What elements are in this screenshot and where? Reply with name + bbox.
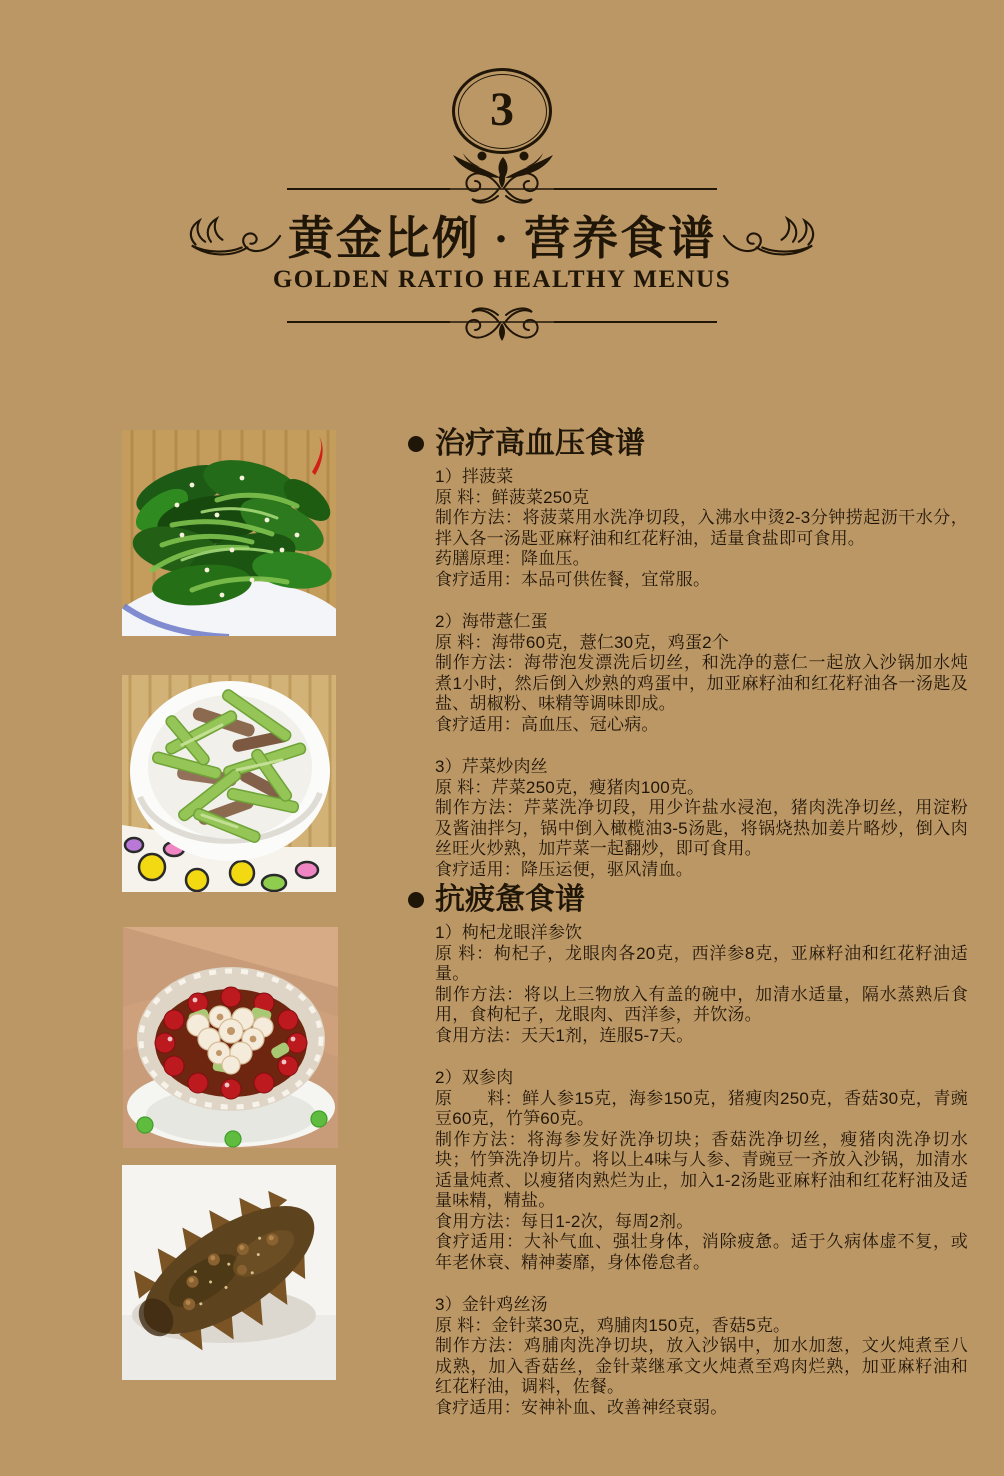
title-ornament-right-icon — [722, 206, 818, 264]
title-ornament-left-icon — [186, 206, 282, 264]
recipe-ingredients: 原 料：鲜人参15克，海参150克，猪瘦肉250克，香菇30克，青豌豆60克，竹笋60克。 — [435, 1088, 968, 1128]
recipe-goji-longan-ginseng-drink — [435, 923, 968, 1046]
recipe-indication: 食疗适用：降压运便，驱风清血。 — [435, 859, 693, 879]
recipe-title: 1）拌菠菜 — [435, 467, 514, 486]
recipe-title: 3）金针鸡丝汤 — [435, 1295, 548, 1314]
section-heading — [408, 424, 974, 464]
recipe-usage: 食用方法：天天1剂，连服5-7天。 — [435, 1025, 694, 1045]
recipe-ingredients: 原 料：鲜菠菜250克 — [435, 487, 590, 507]
recipe-indication: 食疗适用：安神补血、改善神经衰弱。 — [435, 1397, 728, 1417]
recipe-method: 制作方法：将以上三物放入有盖的碗中，加清水适量，隔水蒸熟后食用，食枸杞子，龙眼肉、西洋参，并饮汤。 — [435, 984, 968, 1024]
recipe-ingredients: 原 料：海带60克，薏仁30克，鸡蛋2个 — [435, 632, 729, 652]
divider-line — [287, 188, 450, 190]
page-number: 3 — [490, 83, 514, 136]
recipe-ingredients: 原 料：枸杞子，龙眼肉各20克，西洋参8克，亚麻籽油和红花籽油适量。 — [435, 943, 968, 983]
section-anti-fatigue — [408, 880, 974, 1418]
recipe-kelp-coix-egg — [435, 612, 968, 735]
recipe-indication: 食疗适用：本品可供佐餐，宜常服。 — [435, 569, 711, 589]
section-heading-label: 抗疲惫食谱 — [435, 883, 585, 916]
recipe-usage: 食用方法：每日1-2次，每周2剂。 — [435, 1211, 694, 1231]
recipe-column — [408, 424, 974, 1418]
sea-cucumber-photo — [122, 1165, 336, 1380]
badge-oval — [452, 68, 552, 154]
recipe-method: 制作方法：鸡脯肉洗净切块，放入沙锅中，加水加葱，文火炖煮至八成熟，加入香菇丝，金针菜继承文火炖煮至鸡肉烂熟，加亚麻籽油和红花籽油，调料，佐餐。 — [435, 1336, 968, 1396]
recipe-title: 1）枸杞龙眼洋参饮 — [435, 923, 583, 942]
page-subtitle: GOLDEN RATIO HEALTHY MENUS — [272, 266, 732, 293]
red-dates-longan-dish-photo — [123, 927, 338, 1148]
page-title: 黄金比例 · 营养食谱 — [287, 213, 717, 264]
section-heading — [408, 880, 974, 920]
spinach-salad-photo — [122, 430, 336, 636]
recipe-method: 制作方法：将菠菜用水洗净切段，入沸水中烫2-3分钟捞起沥干水分，拌入各一汤匙亚麻籽油和红花籽油，适量食盐即可食用。 — [435, 508, 968, 548]
divider-line — [554, 188, 717, 190]
divider-line — [554, 321, 717, 323]
celery-stir-fried-pork-photo — [122, 675, 336, 892]
divider-flourish-icon — [442, 300, 562, 348]
recipe-ingredients: 原 料：金针菜30克，鸡脯肉150克，香菇5克。 — [435, 1315, 791, 1335]
recipe-principle: 药膳原理：降血压。 — [435, 549, 590, 568]
recipe-title: 2）海带薏仁蛋 — [435, 612, 548, 631]
recipe-method: 制作方法：将海参发好洗净切块；香菇洗净切丝，瘦猪肉洗净切水块；竹笋洗净切片。将以上4味与人参、青豌豆一齐放入沙锅，加清水适量炖煮、以瘦猪肉熟烂为止，加入1-2汤匙亚麻籽油和红花籽油及适量味精，精盐。 — [435, 1129, 968, 1210]
recipe-title: 3）芹菜炒肉丝 — [435, 757, 548, 776]
bullet-icon — [408, 892, 424, 908]
title-row — [0, 202, 1004, 268]
recipe-method: 制作方法：海带泡发漂洗后切丝，和洗净的薏仁一起放入沙锅加水炖煮1小时，然后倒入炒熟的鸡蛋中，加亚麻籽油和红花籽油各一汤匙及盐、胡椒粉、味精等调味即成。 — [435, 653, 968, 713]
recipe-indication: 食疗适用：高血压、冠心病。 — [435, 714, 659, 734]
recipe-double-ginseng-pork — [435, 1068, 968, 1273]
section-heading-label: 治疗高血压食谱 — [435, 427, 645, 460]
recipe-ingredients: 原 料：芹菜250克，瘦猪肉100克。 — [435, 777, 705, 797]
recipe-indication: 食疗适用：大补气血、强壮身体，消除疲惫。适于久病体虚不复，或年老休衰、精神萎靡，身体倦怠者。 — [435, 1232, 968, 1272]
recipe-title: 2）双参肉 — [435, 1068, 514, 1087]
divider-bottom — [287, 300, 717, 348]
bullet-icon — [408, 436, 424, 452]
recipe-celery-pork — [435, 757, 968, 880]
recipe-spinach-salad — [435, 467, 968, 590]
section-hypertension — [408, 424, 974, 880]
recipe-method: 制作方法：芹菜洗净切段，用少许盐水浸泡，猪肉洗净切丝，用淀粉及酱油拌匀，锅中倒入橄榄油3-5汤匙，将锅烧热加姜片略炒，倒入肉丝旺火炒熟，加芹菜一起翻炒，即可食用。 — [435, 798, 968, 858]
divider-line — [287, 321, 450, 323]
recipe-daylily-chicken-soup — [435, 1295, 968, 1418]
